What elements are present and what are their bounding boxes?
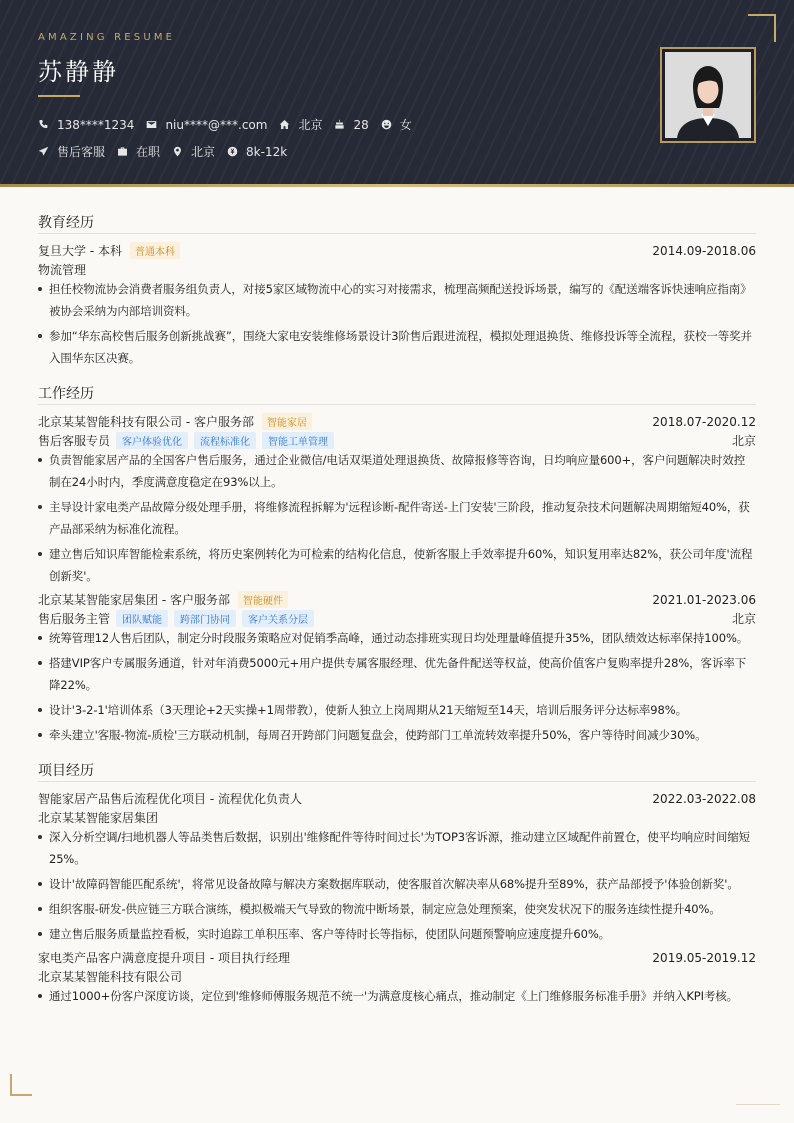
header-divider [0, 184, 794, 187]
entry-header [38, 590, 756, 609]
gender-info [381, 116, 412, 133]
cake-icon [334, 119, 345, 130]
job-role: 售后服务主管 [38, 611, 111, 626]
major: 物流管理 [38, 262, 87, 277]
project-entry [38, 948, 756, 1007]
status-value: 在职 [136, 145, 161, 159]
bullet-item: 搭建VIP客户专属服务通道，针对年消费5000元+用户提供专属客服经理、优先备件配送等权益，使高价值客户复购率提升28%，客诉率下降22%。 [38, 652, 756, 696]
corner-ornament [10, 1074, 32, 1096]
bullet-item: 主导设计家电类产品故障分级处理手册，将维修流程拆解为'远程诊断-配件寄送-上门安装'三阶段，推动复杂技术问题解决周期缩短40%，获产品部采纳为标准化流程。 [38, 496, 756, 540]
brand-label: AMAZING RESUME [38, 32, 176, 43]
entry-date: 2014.09-2018.06 [652, 243, 756, 258]
project-section [38, 760, 756, 1007]
smiley-icon [381, 119, 392, 130]
entry-subheader [38, 431, 756, 449]
skill-tag: 流程标准化 [194, 432, 256, 449]
entry-date: 2019.05-2019.12 [652, 950, 756, 965]
phone-value: 138****1234 [57, 117, 135, 132]
bullet-item: 负责智能家居产品的全国客户售后服务，通过企业微信/电话双渠道处理退换货、故障报修等咨询，日均响应量600+，客户问题解决时效控制在24小时内，季度满意度稳定在93%以上。 [38, 449, 756, 493]
skill-tag: 跨部门协同 [174, 610, 236, 627]
entry-date: 2021.01-2023.06 [652, 592, 756, 607]
project-org: 北京某某智能科技有限公司 [38, 969, 183, 984]
project-org: 北京某某智能家居集团 [38, 810, 159, 825]
bullet-item: 通过1000+份客户深度访谈，定位到'维修师傅服务规范不统一'为满意度核心痛点，推动制定《上门维修服务标准手册》并纳入KPI考核。 [38, 985, 756, 1007]
corner-ornament [748, 14, 776, 42]
bullet-item: 组织客服-研发-供应链三方联合演练，模拟极端天气导致的物流中断场景，制定应急处理预案，使突发状况下的服务连续性提升40%。 [38, 898, 756, 920]
skill-tag: 团队赋能 [116, 610, 168, 627]
skill-tag: 客户体验优化 [116, 432, 188, 449]
salary-info [227, 145, 287, 159]
location-info [172, 143, 215, 160]
company-name: 北京某某智能科技有限公司 - 客户服务部 [38, 415, 254, 429]
section-title: 工作经历 [38, 383, 756, 405]
industry-tag: 智能硬件 [238, 591, 288, 608]
email-value: niu****@***.com [165, 117, 268, 132]
entry-subheader [38, 808, 756, 826]
bullet-item: 设计'故障码智能匹配系统'，将常见设备故障与解决方案数据库联动，使客服首次解决率从68%提升至89%，获产品部授予'体验创新奖'。 [38, 873, 756, 895]
bullet-item: 担任校物流协会消费者服务组负责人，对接5家区域物流中心的实习对接需求，梳理高频配送投诉场景，编写的《配送端客诉快速响应指南》被协会采纳为内部培训资料。 [38, 278, 756, 322]
briefcase-icon [117, 146, 128, 157]
job-info [38, 143, 105, 160]
work-entry [38, 412, 756, 587]
profile-photo [665, 52, 751, 138]
status-info [117, 143, 160, 160]
school-name: 复旦大学 - 本科 [38, 244, 122, 258]
job-value: 售后客服 [57, 145, 106, 159]
entry-subheader [38, 609, 756, 627]
phone-info [38, 118, 134, 132]
company-name: 北京某某智能家居集团 - 客户服务部 [38, 593, 230, 607]
location-pin-icon [172, 146, 183, 157]
entry-date: 2022.03-2022.08 [652, 791, 756, 806]
work-section [38, 383, 756, 746]
bullet-list [38, 826, 756, 945]
bullet-item: 参加“华东高校售后服务创新挑战赛”，围绕大家电安装维修场景设计3阶售后跟进流程，模拟处理退换货、维修投诉等全流程，获校一等奖并入围华东区决赛。 [38, 325, 756, 369]
education-section [38, 212, 756, 369]
bullet-item: 深入分析空调/扫地机器人等品类售后数据，识别出'维修配件等待时间过长'为TOP3客诉源，推动建立区域配件前置仓，使平均响应时间缩短25%。 [38, 826, 756, 870]
bullet-item: 建立售后服务质量监控看板，实时追踪工单积压率、客户等待时长等指标，使团队问题预警响应速度提升60%。 [38, 923, 756, 945]
project-name: 智能家居产品售后流程优化项目 - 流程优化负责人 [38, 792, 302, 806]
contact-row [38, 116, 424, 133]
resume-body [38, 212, 756, 1021]
job-row [38, 143, 299, 160]
home-value: 北京 [298, 118, 323, 132]
entry-subheader [38, 260, 756, 278]
salary-value: 8k-12k [246, 144, 288, 159]
bullet-item: 设计'3-2-1'培训体系（3天理论+2天实操+1周带教），使新人独立上岗周期从21天缩短至14天，培训后服务评分达标率98%。 [38, 699, 756, 721]
project-name: 家电类产品客户满意度提升项目 - 项目执行经理 [38, 951, 290, 965]
job-role: 售后客服专员 [38, 433, 111, 448]
entry-header [38, 789, 756, 808]
section-title: 教育经历 [38, 212, 756, 234]
skill-tag: 智能工单管理 [262, 432, 334, 449]
bullet-item: 建立售后知识库智能检索系统，将历史案例转化为可检索的结构化信息，使新客服上手效率提升60%，知识复用率达82%，获公司年度'流程创新奖'。 [38, 543, 756, 587]
entry-header [38, 412, 756, 431]
bullet-item: 牵头建立'客服-物流-质检'三方联动机制，每周召开跨部门问题复盘会，使跨部门工单流转效率提升50%，客户等待时间减少30%。 [38, 724, 756, 746]
phone-icon [38, 119, 49, 130]
age-value: 28 [353, 117, 369, 132]
work-entry [38, 590, 756, 746]
email-info [146, 118, 267, 132]
degree-tag: 普通本科 [130, 242, 180, 259]
location-value: 北京 [191, 145, 216, 159]
bullet-list [38, 278, 756, 369]
project-entry [38, 789, 756, 945]
entry-subheader [38, 967, 756, 985]
home-info [279, 116, 322, 133]
resume-header [0, 0, 794, 184]
footer-line [736, 1104, 780, 1105]
send-icon [38, 146, 49, 157]
home-icon [279, 119, 290, 130]
section-title: 项目经历 [38, 760, 756, 782]
education-entry [38, 241, 756, 369]
name-underline [38, 95, 80, 97]
work-city: 北京 [731, 433, 756, 448]
bullet-list [38, 449, 756, 587]
entry-date: 2018.07-2020.12 [652, 414, 756, 429]
mail-icon [146, 119, 157, 130]
bullet-list [38, 985, 756, 1007]
bullet-list [38, 627, 756, 746]
entry-header [38, 241, 756, 260]
industry-tag: 智能家居 [262, 413, 312, 430]
profile-photo-frame [660, 47, 756, 143]
candidate-name: 苏静静 [38, 58, 119, 86]
entry-header [38, 948, 756, 967]
money-icon [227, 146, 238, 157]
gender-value: 女 [399, 118, 412, 132]
skill-tag: 客户关系分层 [242, 610, 314, 627]
work-city: 北京 [731, 611, 756, 626]
age-info [334, 118, 368, 132]
bullet-item: 统筹管理12人售后团队，制定分时段服务策略应对促销季高峰，通过动态排班实现日均处理量峰值提升35%，团队绩效达标率保持100%。 [38, 627, 756, 649]
portrait-image [665, 52, 751, 138]
